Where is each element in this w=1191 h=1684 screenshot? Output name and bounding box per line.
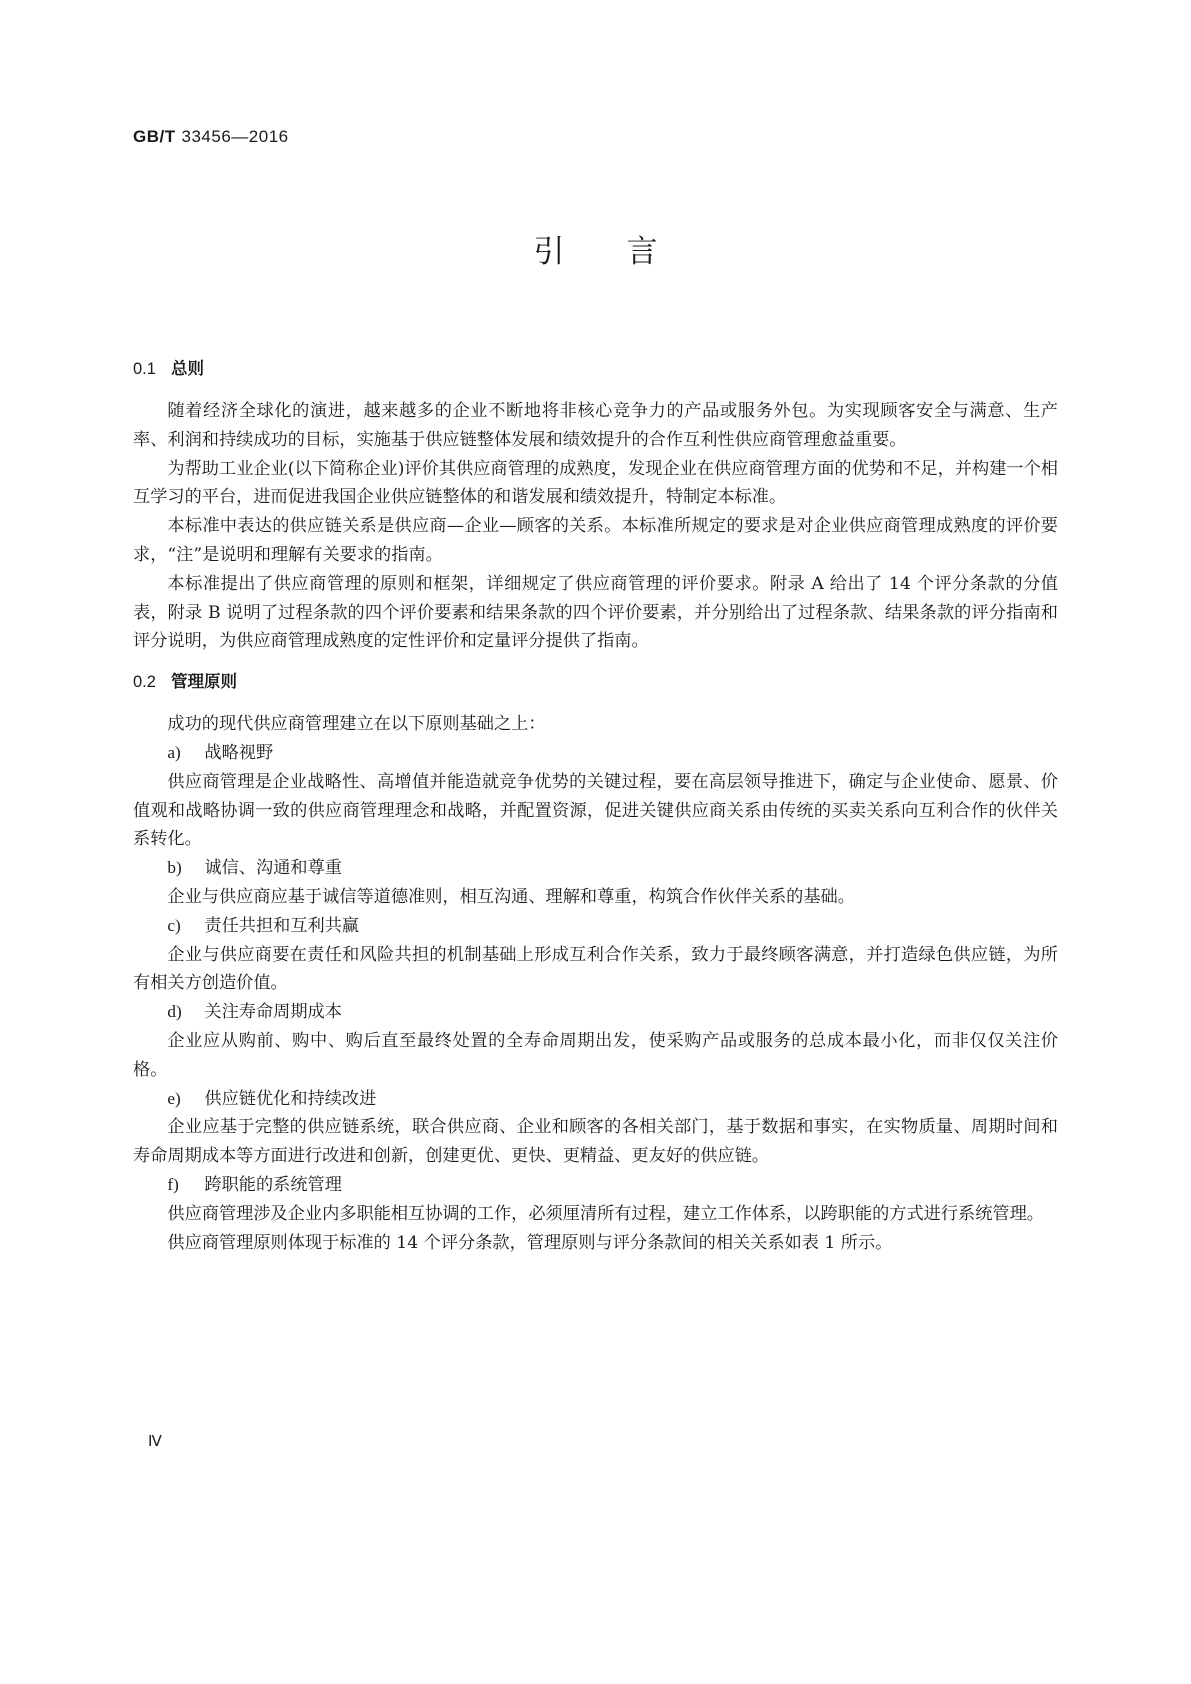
paragraph: 本标准提出了供应商管理的原则和框架，详细规定了供应商管理的评价要求。附录 A 给出了 14 个评分条款的分值表，附录 B 说明了过程条款的四个评价要素和结果条款的四个评价要素，并分别给出了过程条款、结果条款的评分指南和评分说明，为供应商管理成熟度的定性评价和定量评分提供了指南。 — [133, 573, 1058, 652]
principles-closing: 供应商管理原则体现于标准的 14 个评分条款，管理原则与评分条款间的相关关系如表 1 所示。 — [167, 1232, 893, 1253]
list-item-heading — [133, 1085, 1058, 1114]
document-code — [133, 127, 289, 147]
list-item-text: 企业应基于完整的供应链系统，联合供应商、企业和顾客的各相关部门，基于数据和事实，在实物质量、周期时间和寿命周期成本等方面进行改进和创新，创建更优、更快、更精益、更友好的供应链。 — [133, 1117, 1058, 1167]
list-item-title: 诚信、沟通和尊重 — [204, 858, 342, 879]
list-item-title: 关注寿命周期成本 — [204, 1002, 342, 1023]
list-item-title: 跨职能的系统管理 — [204, 1174, 342, 1195]
document-body — [133, 355, 1058, 1257]
list-item-heading — [133, 1171, 1058, 1200]
page-title: 引言 — [533, 234, 720, 270]
list-item-label: d) — [167, 1002, 182, 1022]
section-number: 0.2 — [133, 673, 156, 692]
paragraph: 为帮助工业企业(以下简称企业)评价其供应商管理的成熟度，发现企业在供应商管理方面的优势和不足，并构建一个相互学习的平台，进而促进我国企业供应链整体的和谐发展和绩效提升，特制定本标准。 — [133, 458, 1058, 508]
list-item-text: 企业与供应商应基于诚信等道德准则，相互沟通、理解和尊重，构筑合作伙伴关系的基础。 — [167, 886, 855, 907]
list-item-heading — [133, 739, 1058, 768]
list-item-text: 供应商管理涉及企业内多职能相互协调的工作，必须厘清所有过程，建立工作体系，以跨职能的方式进行系统管理。 — [167, 1203, 1044, 1224]
principles-intro: 成功的现代供应商管理建立在以下原则基础之上： — [167, 714, 546, 735]
list-item-label: a) — [167, 742, 181, 762]
paragraph: 本标准中表达的供应链关系是供应商—企业—顾客的关系。本标准所规定的要求是对企业供应商管理成熟度的评价要求，“注”是说明和理解有关要求的指南。 — [133, 516, 1058, 565]
list-item-heading — [133, 912, 1058, 941]
list-item-label: e) — [167, 1088, 181, 1108]
list-item-text: 供应商管理是企业战略性、高增值并能造就竞争优势的关键过程，要在高层领导推进下，确定与企业使命、愿景、价值观和战略协调一致的供应商管理理念和战略，并配置资源，促进关键供应商关系由传统的买卖关系向互利合作的伙伴关系转化。 — [133, 771, 1058, 850]
section-title: 管理原则 — [171, 672, 237, 692]
document-code-prefix: GB/T — [133, 127, 176, 146]
list-item-title: 责任共担和互利共赢 — [204, 915, 360, 936]
list-item-title: 供应链优化和持续改进 — [204, 1088, 377, 1109]
list-item-label: c) — [167, 915, 181, 935]
page-number: Ⅳ — [148, 1434, 162, 1450]
section-heading-general — [133, 355, 1058, 379]
list-item-heading — [133, 998, 1058, 1027]
list-item-label: b) — [167, 858, 182, 878]
list-item-label: f) — [167, 1174, 179, 1194]
list-item-title: 战略视野 — [204, 742, 274, 763]
section-heading-principles — [133, 668, 1058, 692]
section-title: 总则 — [171, 359, 204, 378]
paragraph: 随着经济全球化的演进，越来越多的企业不断地将非核心竞争力的产品或服务外包。为实现顾客安全与满意、生产率、利润和持续成功的目标，实施基于供应链整体发展和绩效提升的合作互利性供应商管理愈益重要。 — [133, 401, 1058, 450]
document-code-number: 33456—2016 — [181, 127, 289, 146]
list-item-heading — [133, 854, 1058, 883]
section-number: 0.1 — [133, 360, 156, 378]
list-item-text: 企业与供应商要在责任和风险共担的机制基础上形成互利合作关系，致力于最终顾客满意，并打造绿色供应链，为所有相关方创造价值。 — [133, 944, 1058, 994]
list-item-text: 企业应从购前、购中、购后直至最终处置的全寿命周期出发，使采购产品或服务的总成本最小化，而非仅仅关注价格。 — [133, 1030, 1058, 1080]
